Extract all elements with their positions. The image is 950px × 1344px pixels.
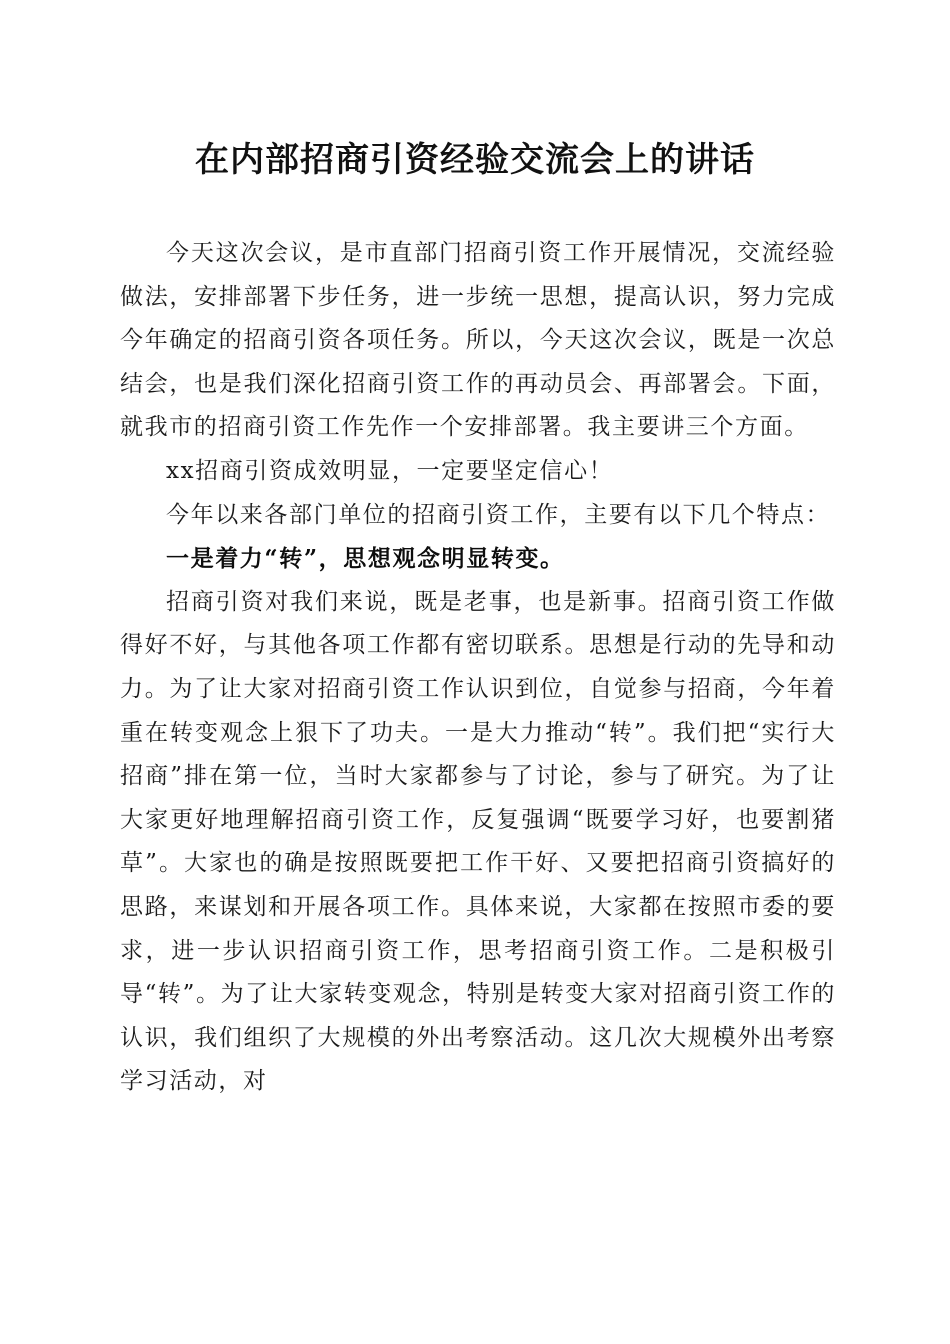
paragraph-point-one-body: 招商引资对我们来说，既是老事，也是新事。招商引资工作做得好不好，与其他各项工作都有密切联系。思想是行动的先导和动力。为了让大家对招商引资工作认识到位，自觉参与招商，今年着重在转变观念上狠下了功夫。一是大力推动“转”。我们把“实行大招商”排在第一位，当时大家都参与了讨论，参与了研究。为了让大家更好地理解招商引资工作，反复强调“既要学习好，也要割猪草”。大家也的确是按照既要把工作干好、又要把招商引资搞好的思路，来谋划和开展各项工作。具体来说，大家都在按照市委的要求，进一步认识招商引资工作，思考招商引资工作。二是积极引导“转”。为了让大家转变观念，特别是转变大家对招商引资工作的认识，我们组织了大规模的外出考察活动。这几次大规模外出考察学习活动，对 [120, 588, 836, 1095]
paragraph-features-lead: 今年以来各部门单位的招商引资工作，主要有以下几个特点： [166, 501, 831, 528]
paragraph-intro: 今天这次会议，是市直部门招商引资工作开展情况，交流经验做法，安排部署下步任务，进一步统一思想，提高认识，努力完成今年确定的招商引资各项任务。所以，今天这次会议，既是一次总结会，也是我们深化招商引资工作的再动员会、再部署会。下面，就我市的招商引资工作先作一个安排部署。我主要讲三个方面。 [120, 240, 836, 441]
paragraph-point-one-heading: 一是着力“转”，思想观念明显转变。 [166, 545, 565, 573]
paragraph-section-heading: xx招商引资成效明显，一定要坚定信心！ [166, 457, 614, 484]
document-title: 在内部招商引资经验交流会上的讲话 [195, 140, 755, 180]
document-body [120, 232, 836, 1104]
